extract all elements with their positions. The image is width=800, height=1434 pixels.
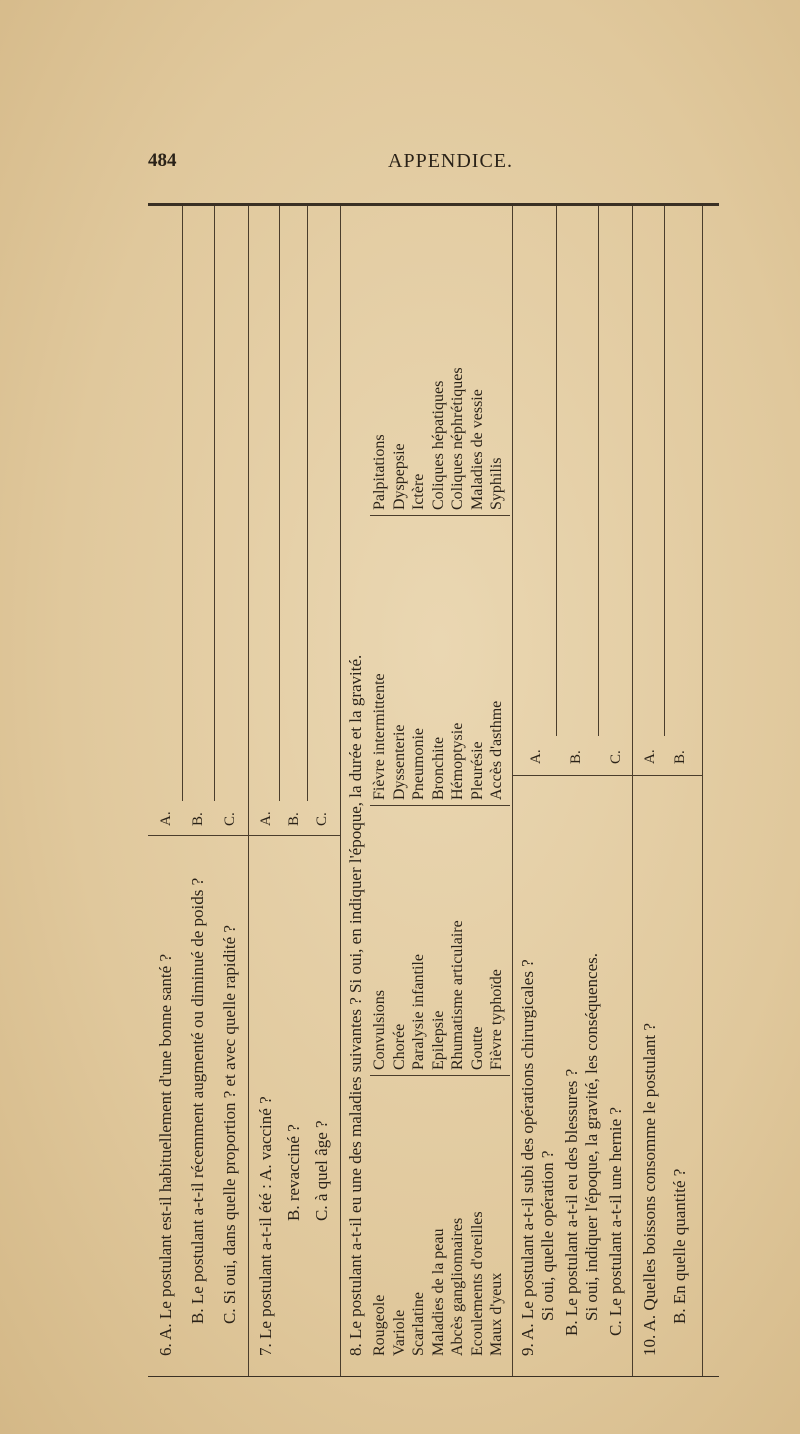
page-title: APPENDICE. — [388, 150, 514, 172]
disease-item: Hémoptysie — [449, 722, 466, 800]
question-9b: B. Le postulant a-t-il eu des blessures ? — [562, 1068, 581, 1336]
question-9a: 9. A. Le postulant a-t-il subi des opérations chirurgicales ? — [518, 959, 537, 1356]
question-10a: 10. A. Quelles boissons consomme le postulant ? — [640, 1023, 659, 1356]
question-6a: 6. A. Le postulant est-il habituellement d'une bonne santé ? — [156, 954, 175, 1356]
question-10b: B. En quelle quantité ? — [670, 1168, 689, 1324]
question-9c: C. Le postulant a-t-il une hernie ? — [606, 1107, 625, 1336]
answer-key-7a: A. — [258, 811, 274, 826]
disease-item: Pneumonie — [410, 728, 427, 800]
disease-item: Goutte — [468, 1026, 486, 1070]
disease-item: Palpitations — [371, 434, 388, 510]
disease-item: Pleurésie — [468, 741, 486, 800]
answer-key-9a: A. — [528, 749, 544, 764]
disease-item: Chorée — [390, 1023, 408, 1070]
page-number: 484 — [148, 150, 177, 171]
disease-item: Accès d'asthme — [488, 700, 505, 800]
disease-item: Paralysie infantile — [410, 954, 427, 1070]
answer-key-6a: A. — [158, 811, 174, 826]
questionnaire-table — [148, 203, 719, 1377]
disease-item: Ecoulements d'oreilles — [468, 1211, 486, 1356]
disease-item: Ictère — [410, 473, 427, 510]
disease-column-1 — [370, 1086, 507, 1356]
disease-item: Convulsions — [371, 989, 388, 1070]
disease-item: Rougeole — [371, 1294, 388, 1356]
answer-key-6b: B. — [190, 812, 206, 826]
question-7c: C. à quel âge ? — [312, 1120, 331, 1221]
disease-item: Syphilis — [488, 457, 505, 510]
question-6c: C. Si oui, dans quelle proportion ? et avec quelle rapidité ? — [220, 925, 239, 1324]
disease-item: Coliques néphrétiques — [449, 367, 466, 510]
question-9b-detail: Si oui, indiquer l'époque, la gravité, les conséquences. — [582, 953, 601, 1321]
disease-item: Rhumatisme articulaire — [449, 920, 466, 1070]
question-7a: 7. Le postulant a-t-il été : A. vacciné ? — [256, 1096, 275, 1356]
answer-key-10a: A. — [642, 749, 658, 764]
answer-key-10b: B. — [672, 750, 688, 764]
answer-key-7c: C. — [314, 812, 330, 826]
disease-item: Fièvre intermittente — [371, 673, 388, 800]
rotated-form — [148, 206, 719, 1376]
question-6b: B. Le postulant a-t-il récemment augmenté ou diminué de poids ? — [188, 877, 207, 1324]
disease-item: Abcès ganglionnaires — [449, 1217, 466, 1356]
disease-item: Fièvre typhoïde — [488, 969, 505, 1070]
disease-item: Maladies de la peau — [429, 1228, 447, 1356]
question-7b: B. revacciné ? — [284, 1124, 303, 1221]
disease-item: Bronchite — [429, 736, 447, 800]
question-8-text: 8. Le postulant a-t-il eu une des maladies suivantes ? Si oui, en indiquer l'époque, la durée et la gravité. — [346, 654, 365, 1356]
disease-item: Scarlatine — [410, 1292, 427, 1356]
answer-key-7b: B. — [286, 812, 302, 826]
disease-item: Maladies de vessie — [468, 389, 486, 510]
question-9a-detail: Si oui, quelle opération ? — [538, 1150, 557, 1321]
disease-column-2 — [370, 810, 507, 1070]
disease-item: Dyssenterie — [390, 724, 408, 800]
disease-item: Epilepsie — [429, 1010, 447, 1070]
disease-item: Variole — [390, 1309, 408, 1356]
disease-column-3 — [370, 520, 507, 800]
disease-item: Maux d'yeux — [488, 1272, 505, 1356]
disease-column-4 — [370, 220, 507, 510]
disease-item: Coliques hépatiques — [429, 380, 447, 510]
answer-key-9c: C. — [608, 750, 624, 764]
answer-key-6c: C. — [222, 812, 238, 826]
disease-item: Dyspepsie — [390, 443, 408, 510]
answer-key-9b: B. — [568, 750, 584, 764]
